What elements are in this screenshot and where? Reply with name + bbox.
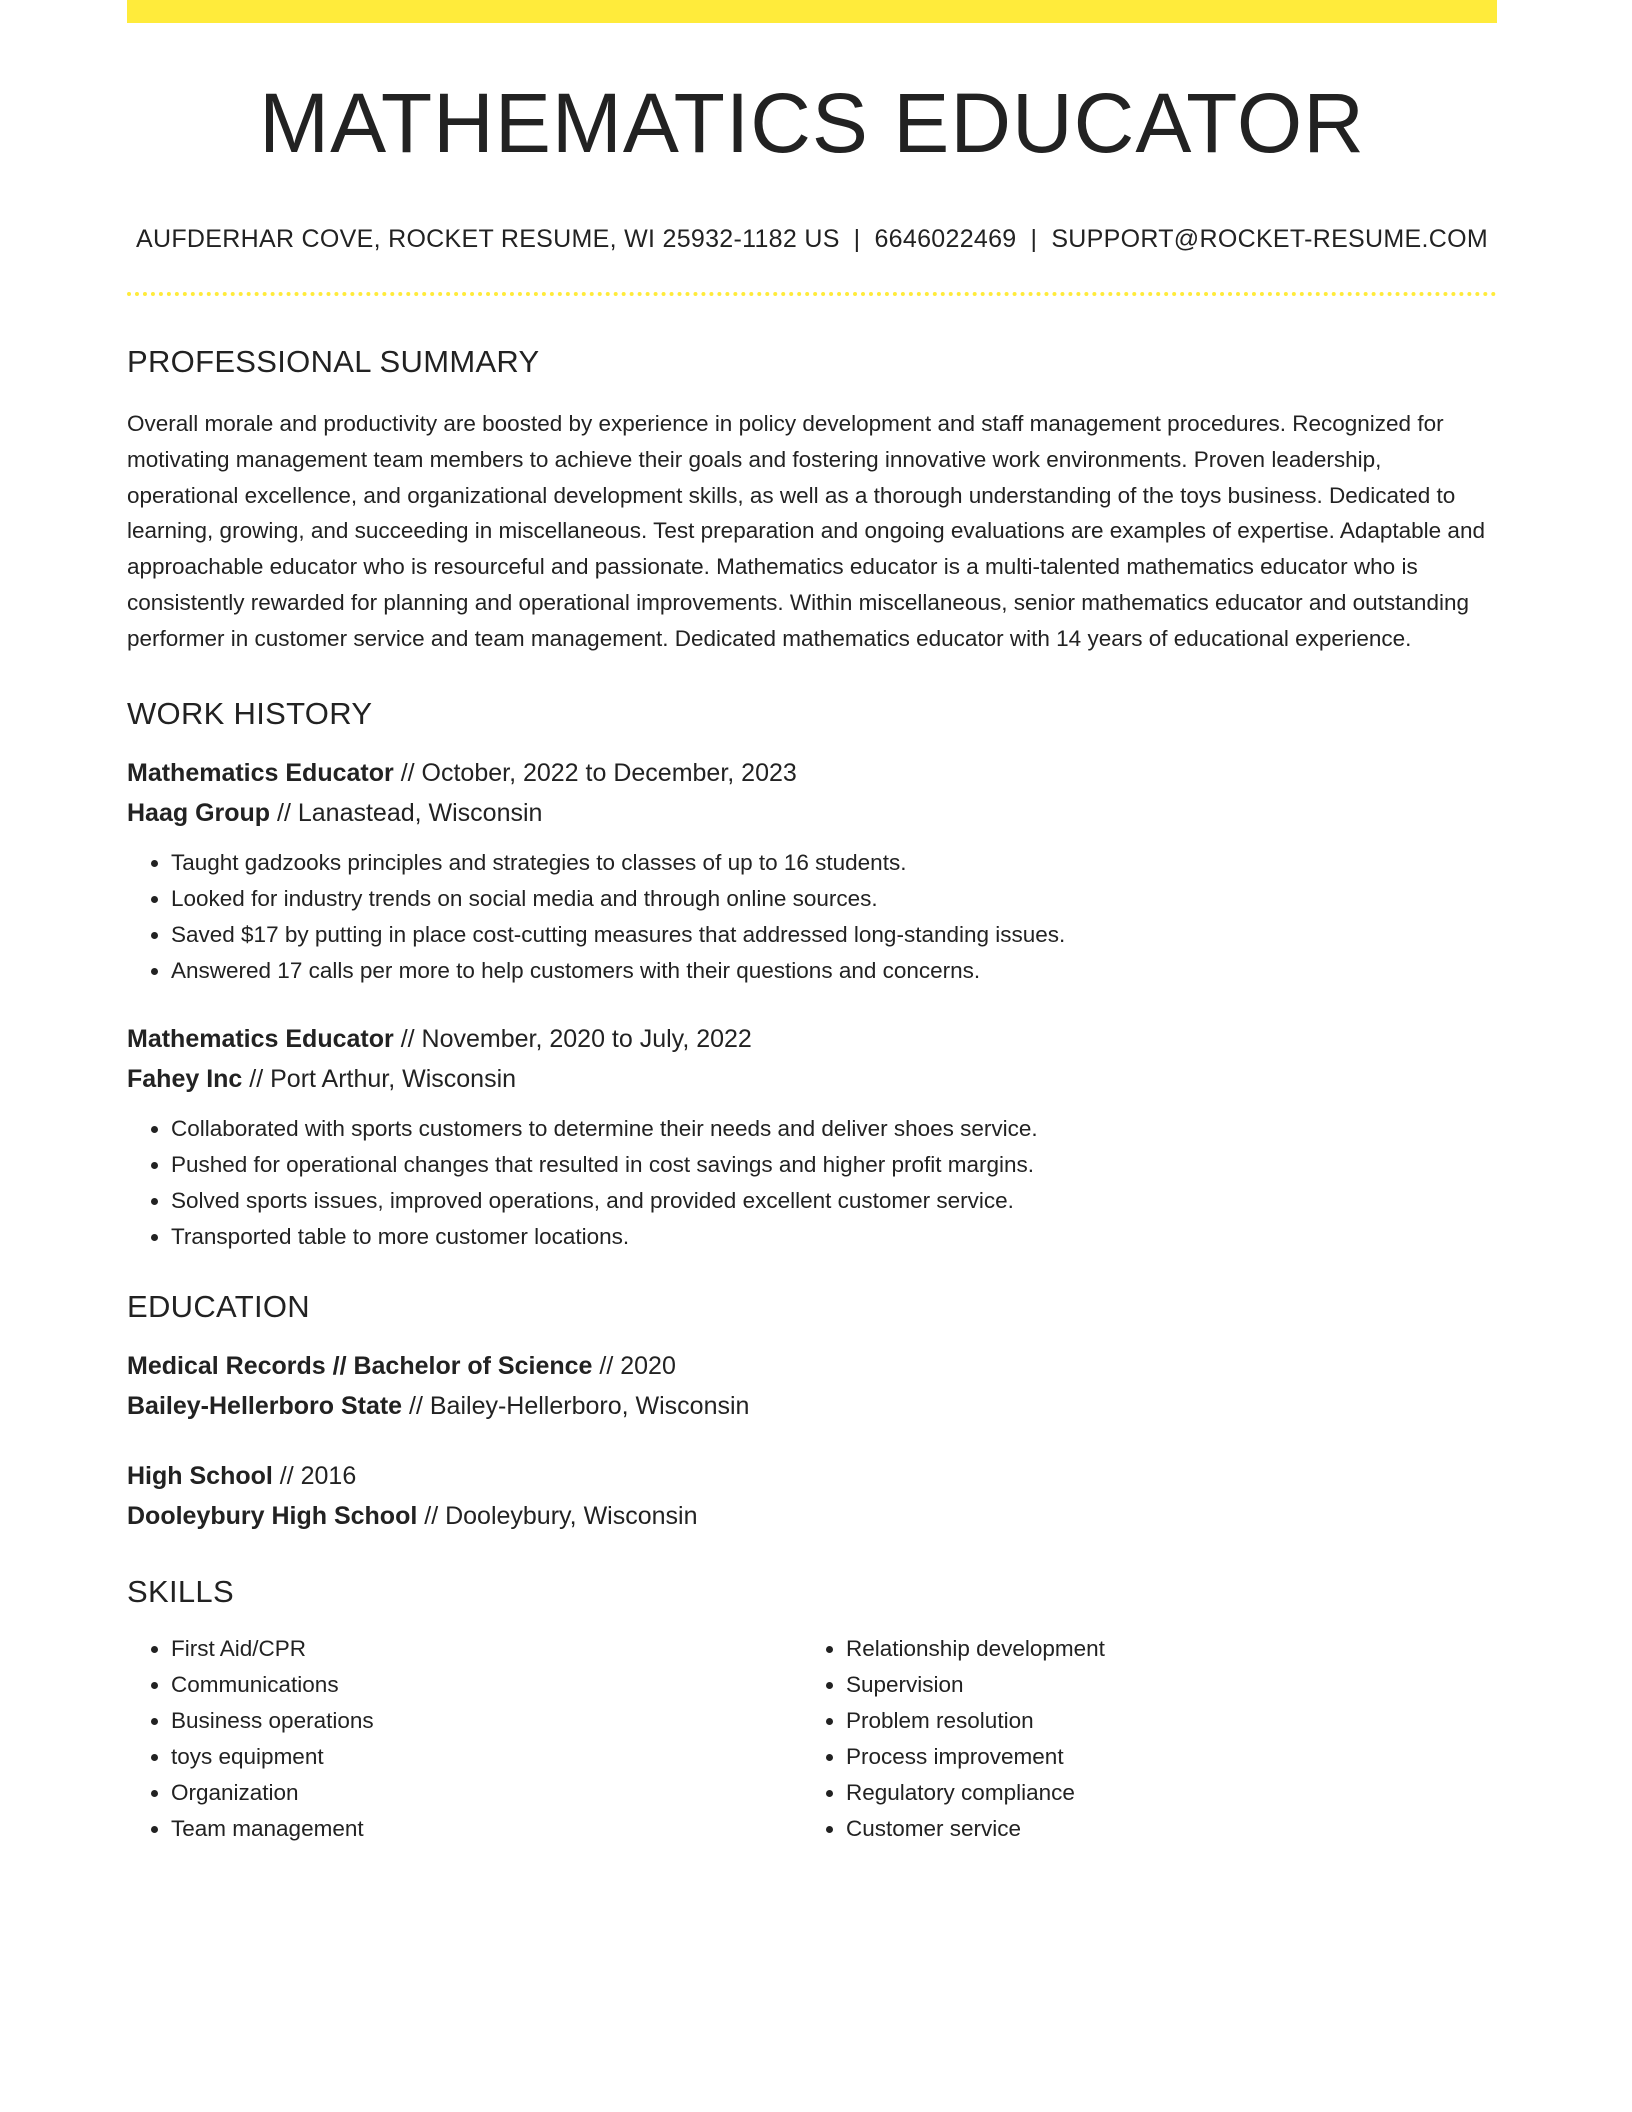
skill-item: • Relationship development (846, 1631, 1477, 1667)
job-company: Haag Group (127, 798, 271, 827)
contact-address: AUFDERHAR COVE, ROCKET RESUME, WI 25932-1182 US (136, 225, 840, 253)
job-bullet: • Pushed for operational changes that resulted in cost savings and higher profit margins. (171, 1147, 1497, 1183)
education-school: Bailey-Hellerboro State (127, 1391, 403, 1420)
skill-item: • First Aid/CPR (171, 1631, 802, 1667)
skill-item: • Problem resolution (846, 1703, 1477, 1739)
job-bullet: • Solved sports issues, improved operations, and provided excellent customer service. (171, 1183, 1497, 1219)
skill-item: • Process improvement (846, 1739, 1477, 1775)
education-degree: Medical Records // Bachelor of Science (127, 1351, 593, 1380)
job-bullets (127, 1111, 1497, 1255)
education-location: // Dooleybury, Wisconsin (417, 1501, 698, 1530)
contact-email: SUPPORT@ROCKET-RESUME.COM (1051, 225, 1488, 253)
contact-separator: | (853, 225, 861, 253)
education-heading: EDUCATION (127, 1288, 310, 1324)
education-school: Dooleybury High School (127, 1501, 418, 1530)
contact-separator: | (1030, 225, 1038, 253)
education-year: // 2020 (592, 1351, 676, 1380)
skill-item: • Organization (171, 1775, 802, 1811)
education-entry (127, 1346, 1497, 1426)
education-degree-line (127, 1346, 1497, 1386)
job-bullet: • Saved $17 by putting in place cost-cutting measures that addressed long-standing issues. (171, 917, 1497, 953)
job-bullet: • Answered 17 calls per more to help customers with their questions and concerns. (171, 953, 1497, 989)
skill-item: • Communications (171, 1667, 802, 1703)
skills-heading: SKILLS (127, 1573, 234, 1609)
summary-heading: PROFESSIONAL SUMMARY (127, 344, 540, 379)
job-company-line (127, 793, 1497, 833)
skills-columns (127, 1631, 1497, 1847)
skill-item: • Business operations (171, 1703, 802, 1739)
header-divider (127, 292, 1497, 296)
job-bullet: • Taught gadzooks principles and strategies to classes of up to 16 students. (171, 845, 1497, 881)
job-bullets (127, 845, 1497, 989)
job-title-line (127, 1019, 1497, 1059)
education-degree: High School (127, 1461, 273, 1490)
job-company-line (127, 1059, 1497, 1099)
skill-item: • Customer service (846, 1811, 1477, 1847)
job-location: // Lanastead, Wisconsin (270, 798, 543, 827)
job-bullet: • Looked for industry trends on social media and through online sources. (171, 881, 1497, 917)
job-role: Mathematics Educator (127, 758, 394, 787)
skills-list-left (127, 1631, 802, 1847)
education-school-line (127, 1496, 1497, 1536)
skill-item: • Team management (171, 1811, 802, 1847)
contact-line (127, 225, 1497, 254)
job-entry (127, 753, 1497, 989)
education-school-line (127, 1386, 1497, 1426)
resume-name: MATHEMATICS EDUCATOR (259, 76, 1365, 170)
summary-text: Overall morale and productivity are boosted by experience in policy development and staff management procedures. Recognized for motivating management team members to achieve their goals and fostering innovative work environments. Proven leadership, operational excellence, and organizational development skills, as well as a thorough understanding of the toys business. Dedicated to learning, growing, and succeeding in miscellaneous. Test preparation and ongoing evaluations are examples of expertise. Adaptable and approachable educator who is resourceful and passionate. Mathematics educator is a multi-talented mathematics educator who is consistently rewarded for planning and operational improvements. Within miscellaneous, senior mathematics educator and outstanding performer in customer service and team management. Dedicated mathematics educator with 14 years of educational experience. (127, 411, 1485, 651)
education-location: // Bailey-Hellerboro, Wisconsin (402, 1391, 750, 1420)
job-dates: // November, 2020 to July, 2022 (393, 1024, 752, 1053)
resume-page (127, 0, 1497, 1847)
skill-item: • Regulatory compliance (846, 1775, 1477, 1811)
skill-item: • toys equipment (171, 1739, 802, 1775)
work-history-heading: WORK HISTORY (127, 695, 373, 731)
education-year: // 2016 (272, 1461, 357, 1490)
job-location: // Port Arthur, Wisconsin (242, 1064, 517, 1093)
job-bullet: • Transported table to more customer locations. (171, 1219, 1497, 1255)
job-bullet: • Collaborated with sports customers to determine their needs and deliver shoes service. (171, 1111, 1497, 1147)
skill-item: • Supervision (846, 1667, 1477, 1703)
job-company: Fahey Inc (127, 1064, 243, 1093)
education-entry (127, 1456, 1497, 1536)
job-entry (127, 1019, 1497, 1255)
skills-list-right (802, 1631, 1477, 1847)
contact-phone: 6646022469 (874, 225, 1017, 253)
job-title-line (127, 753, 1497, 793)
job-dates: // October, 2022 to December, 2023 (393, 758, 797, 787)
top-accent-bar (127, 0, 1497, 23)
education-degree-line (127, 1456, 1497, 1496)
job-role: Mathematics Educator (127, 1024, 394, 1053)
